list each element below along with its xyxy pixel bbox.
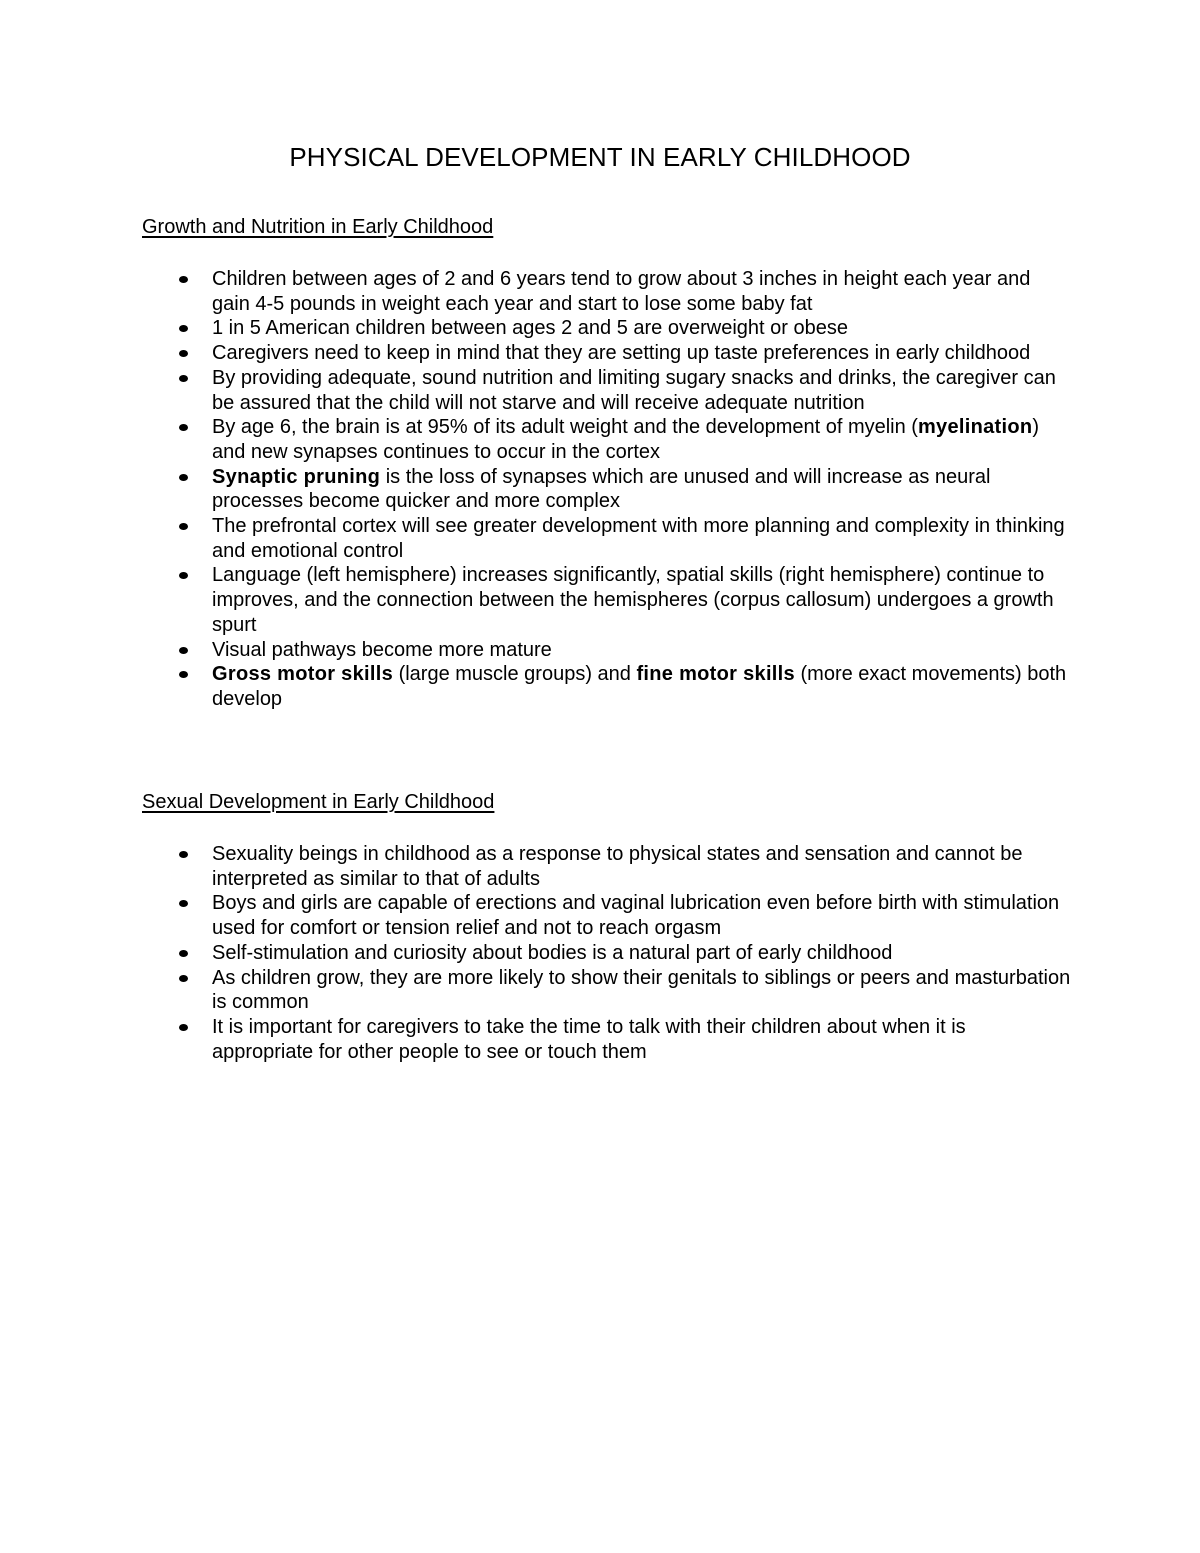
bold-term: fine motor skills — [636, 663, 795, 686]
text-run: Caregivers need to keep in mind that they are setting up taste preferences in early childhood — [212, 342, 1031, 365]
text-run: By age 6, the brain is at 95% of its adult weight and the development of myelin ( — [212, 416, 918, 439]
list-item — [142, 465, 1072, 514]
text-run: (large muscle groups) and — [393, 663, 637, 686]
list-item-text — [212, 317, 848, 339]
section-heading-growth-nutrition: Growth and Nutrition in Early Childhood — [142, 216, 494, 238]
bullet-icon — [179, 474, 188, 481]
text-run: Children between ages of 2 and 6 years tend to grow about 3 inches in height each year and gain 4-5 pounds in weight each year and start to lose some baby fat — [212, 268, 1031, 315]
bullet-icon — [179, 1024, 188, 1031]
list-item-text — [212, 515, 1065, 562]
list-item — [142, 316, 1072, 341]
list-item — [142, 966, 1072, 1015]
bullet-list-sexual-development — [142, 842, 1072, 1064]
list-item — [142, 638, 1072, 663]
bullet-icon — [179, 375, 188, 382]
bullet-icon — [179, 950, 188, 957]
bullet-icon — [179, 671, 188, 678]
text-run: (more exact movements) both develop — [212, 663, 1067, 710]
bullet-list-growth-nutrition — [142, 267, 1072, 712]
bullet-icon — [179, 647, 188, 654]
text-run: is the loss of synapses which are unused and will increase as neural processes become quicker and more complex — [212, 465, 991, 513]
list-item-text — [212, 892, 1059, 939]
list-item-text — [212, 967, 1070, 1014]
list-item — [142, 1015, 1072, 1064]
bullet-icon — [179, 276, 188, 283]
text-run: Language (left hemisphere) increases significantly, spatial skills (right hemisphere) continue to improves, and the connection between the hemispheres (corpus callosum) undergoes a growth spurt — [212, 564, 1054, 636]
list-item-text — [212, 942, 892, 964]
bullet-icon — [179, 851, 188, 858]
list-item — [142, 842, 1072, 891]
bold-term: Synaptic pruning — [212, 465, 381, 488]
text-run: By providing adequate, sound nutrition and limiting sugary snacks and drinks, the caregiver can be assured that the child will not starve and will receive adequate nutrition — [212, 366, 1056, 414]
list-item — [142, 366, 1072, 415]
section-heading-sexual-development: Sexual Development in Early Childhood — [142, 791, 495, 813]
list-item-text — [212, 663, 1066, 710]
text-run: The prefrontal cortex will see greater development with more planning and complexity in thinking and emotional control — [212, 515, 1065, 562]
bold-term: myelination — [917, 416, 1033, 439]
list-item — [142, 341, 1072, 366]
list-item — [142, 891, 1072, 940]
list-item — [142, 662, 1072, 711]
bold-term: Gross motor skills — [212, 663, 394, 686]
list-item — [142, 514, 1072, 563]
list-item — [142, 415, 1072, 464]
text-run: Self-stimulation and curiosity about bodies is a natural part of early childhood — [212, 941, 893, 964]
text-run: 1 in 5 American children between ages 2 and 5 are overweight or obese — [212, 317, 848, 340]
bullet-icon — [179, 523, 188, 530]
list-item — [142, 941, 1072, 966]
text-run: As children grow, they are more likely to show their genitals to siblings or peers and masturbation is common — [212, 966, 1071, 1014]
bullet-icon — [179, 572, 188, 579]
bullet-icon — [179, 350, 188, 357]
bullet-icon — [179, 975, 188, 982]
list-item-text — [212, 367, 1056, 414]
text-run: It is important for caregivers to take the time to talk with their children about when it is appropriate for other people to see or touch them — [212, 1015, 966, 1063]
bullet-icon — [179, 325, 188, 332]
list-item-text — [212, 466, 990, 513]
list-item-text — [212, 564, 1054, 635]
list-item — [142, 563, 1072, 637]
list-item-text — [212, 1016, 966, 1063]
list-item-text — [212, 843, 1023, 890]
list-item-text — [212, 639, 552, 661]
text-run: Visual pathways become more mature — [212, 638, 552, 661]
list-item-text — [212, 268, 1030, 315]
text-run: ) and new synapses continues to occur in the cortex — [212, 416, 1040, 463]
text-run: Sexuality beings in childhood as a response to physical states and sensation and cannot be interpreted as similar to that of adults — [212, 843, 1023, 890]
document-title: PHYSICAL DEVELOPMENT IN EARLY CHILDHOOD — [289, 142, 911, 172]
list-item-text — [212, 342, 1030, 364]
list-item-text — [212, 416, 1039, 463]
list-item — [142, 267, 1072, 316]
bullet-icon — [179, 900, 188, 907]
text-run: Boys and girls are capable of erections and vaginal lubrication even before birth with stimulation used for comfort or tension relief and not to reach orgasm — [212, 892, 1060, 940]
bullet-icon — [179, 424, 188, 431]
